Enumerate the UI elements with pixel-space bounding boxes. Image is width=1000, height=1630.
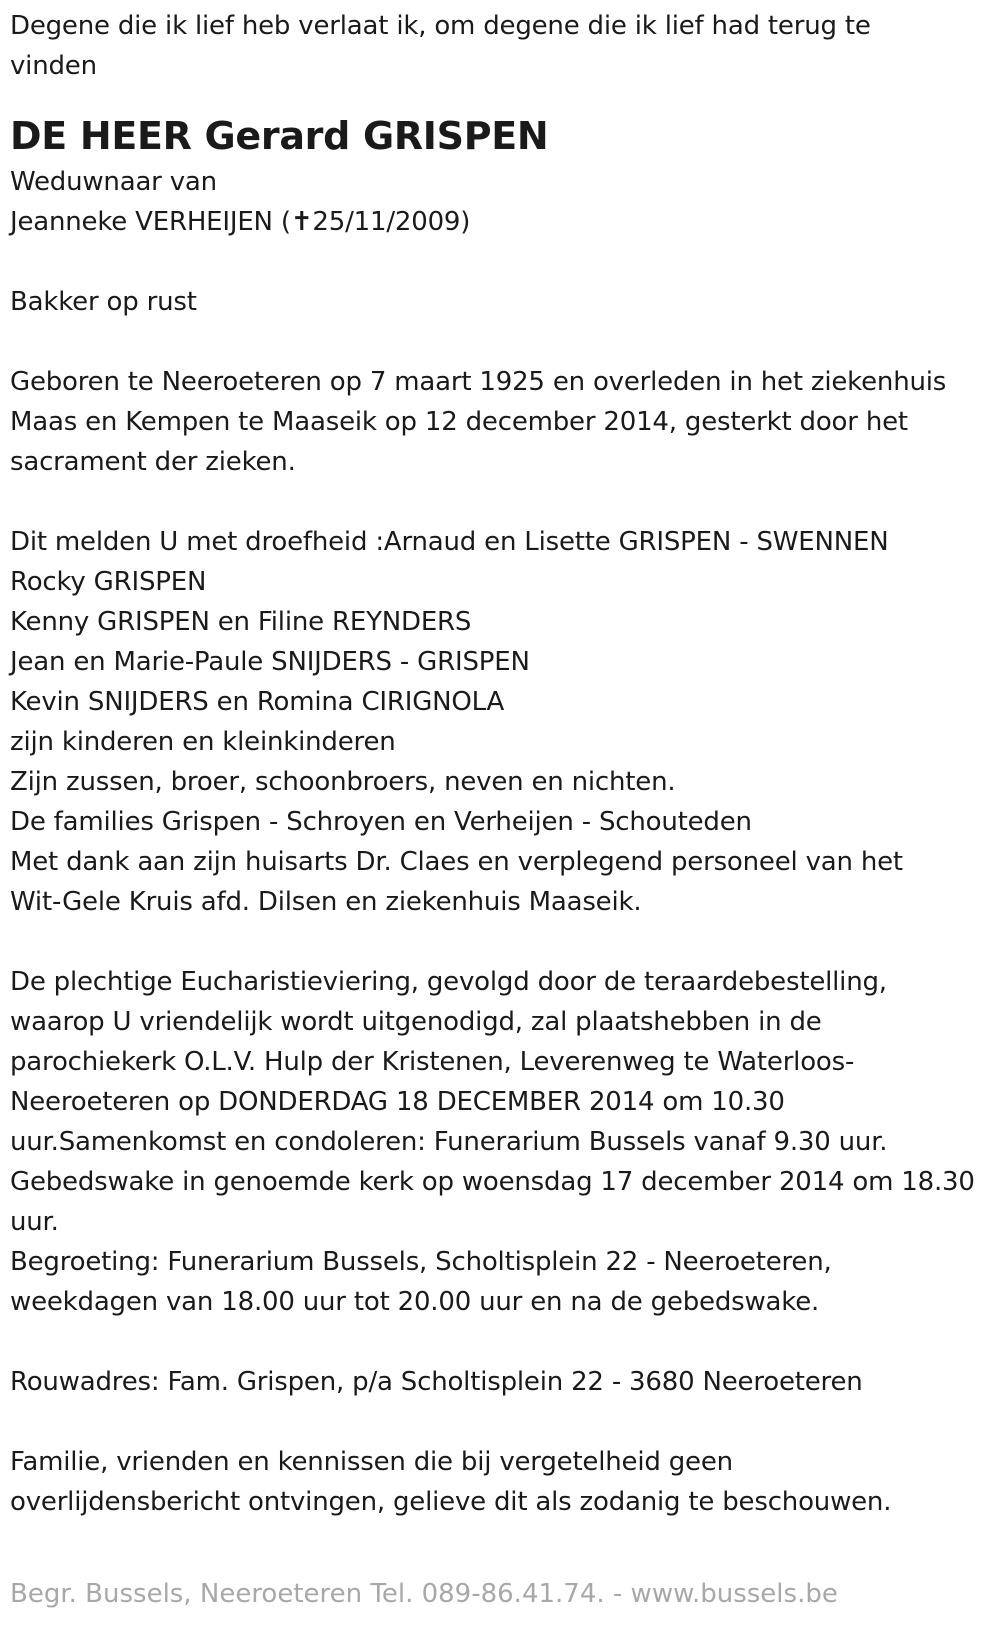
motto-line: vinden [10, 51, 97, 81]
family-line: Jean en Marie-Paule SNIJDERS - GRISPEN [10, 647, 530, 677]
family-line: De families Grispen - Schroyen en Verheijen - Schouteden [10, 807, 752, 837]
family-line: Zijn zussen, broer, schoonbroers, neven en nichten. [10, 767, 676, 797]
birth-death-paragraph [10, 362, 990, 482]
birth-death-line: Maas en Kempen te Maaseik op 12 december 2014, gesterkt door het [10, 407, 908, 437]
ceremony-line: Gebedswake in genoemde kerk op woensdag 17 december 2014 om 18.30 [10, 1167, 975, 1197]
family-line: Dit melden U met droefheid :Arnaud en Lisette GRISPEN - SWENNEN [10, 527, 889, 557]
spouse-line: Jeanneke VERHEIJEN (✝25/11/2009) [10, 207, 471, 237]
deceased-name: DE HEER Gerard GRISPEN [10, 114, 549, 158]
family-line: Wit-Gele Kruis afd. Dilsen en ziekenhuis Maaseik. [10, 887, 642, 917]
closing-line: Familie, vrienden en kennissen die bij vergetelheid geen [10, 1447, 733, 1477]
ceremony-line: parochiekerk O.L.V. Hulp der Kristenen, Leverenweg te Waterloos- [10, 1047, 855, 1077]
family-line: Met dank aan zijn huisarts Dr. Claes en verplegend personeel van het [10, 847, 903, 877]
profession: Bakker op rust [10, 287, 197, 317]
closing-paragraph [10, 1442, 990, 1522]
motto [10, 6, 990, 86]
birth-death-line: Geboren te Neeroeteren op 7 maart 1925 en overleden in het ziekenhuis [10, 367, 947, 397]
closing-line: overlijdensbericht ontvingen, gelieve dit als zodanig te beschouwen. [10, 1487, 892, 1517]
birth-death-line: sacrament der zieken. [10, 447, 296, 477]
ceremony-line: weekdagen van 18.00 uur tot 20.00 uur en na de gebedswake. [10, 1287, 820, 1317]
family-line: Kenny GRISPEN en Filine REYNDERS [10, 607, 472, 637]
ceremony-line: Begroeting: Funerarium Bussels, Scholtisplein 22 - Neeroeteren, [10, 1247, 832, 1277]
family-line: zijn kinderen en kleinkinderen [10, 727, 396, 757]
spouse-info [10, 162, 990, 242]
ceremony-line: uur. [10, 1207, 59, 1237]
motto-line: Degene die ik lief heb verlaat ik, om degene die ik lief had terug te [10, 11, 871, 41]
funeral-home-footer: Begr. Bussels, Neeroeteren Tel. 089-86.41.74. - www.bussels.be [10, 1579, 838, 1609]
family-line: Kevin SNIJDERS en Romina CIRIGNOLA [10, 687, 505, 717]
ceremony-line: De plechtige Eucharistieviering, gevolgd door de teraardebestelling, [10, 967, 887, 997]
spouse-line: Weduwnaar van [10, 167, 217, 197]
ceremony-line: Neeroeteren op DONDERDAG 18 DECEMBER 2014 om 10.30 [10, 1087, 785, 1117]
ceremony-line: uur.Samenkomst en condoleren: Funerarium Bussels vanaf 9.30 uur. [10, 1127, 888, 1157]
ceremony-paragraph [10, 962, 990, 1322]
family-line: Rocky GRISPEN [10, 567, 207, 597]
mourning-address: Rouwadres: Fam. Grispen, p/a Scholtisplein 22 - 3680 Neeroeteren [10, 1367, 863, 1397]
ceremony-line: waarop U vriendelijk wordt uitgenodigd, zal plaatshebben in de [10, 1007, 822, 1037]
family-paragraph [10, 522, 990, 922]
